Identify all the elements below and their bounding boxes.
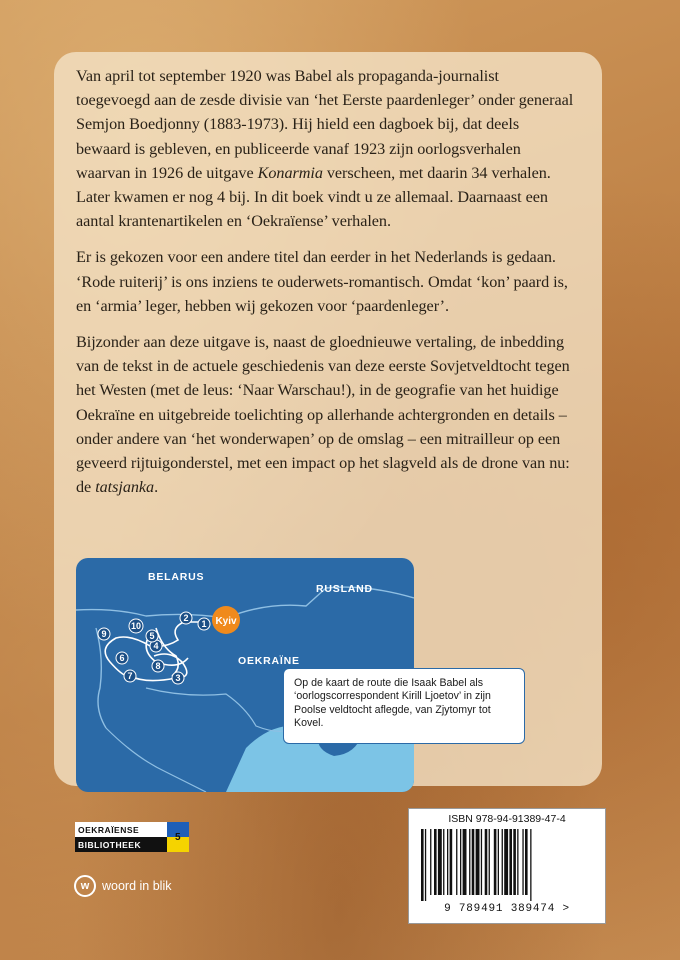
stop-5-label: 5 <box>149 631 155 641</box>
barcode-bar <box>463 829 467 895</box>
barcode-bar <box>517 829 518 895</box>
blurb-p3-text-b: . <box>154 478 159 497</box>
barcode-digits: 9 789491 389474 > <box>444 903 570 915</box>
isbn-barcode-box <box>408 808 606 924</box>
stop-9-label: 9 <box>101 629 107 639</box>
barcode-bar <box>485 829 488 895</box>
barcode-bar <box>502 829 503 895</box>
barcode-bar <box>450 829 453 895</box>
stop-2-label: 2 <box>183 613 189 623</box>
barcode-bar <box>469 829 470 895</box>
barcode-bar <box>498 829 499 895</box>
series-badge <box>75 822 189 852</box>
barcode-bar <box>476 829 480 895</box>
barcode-bar <box>513 829 516 895</box>
series-badge-line2: BIBLIOTHEEK <box>75 837 167 852</box>
publisher-logo-icon: w <box>74 875 96 897</box>
southwest-border-line <box>106 728 206 792</box>
ukraine-flag-icon <box>167 822 189 852</box>
blurb-p1-text-b: verscheen, met daarin 34 verhalen. Later kwamen er nog 4 bij. In dit boek vindt u ze allemaal. Daarnaast een aantal krantenartikelen en ‘Oekraïense’ verhalen. <box>76 163 551 231</box>
label-belarus: BELARUS <box>148 571 205 583</box>
barcode-bar <box>525 829 528 895</box>
barcode-bar <box>522 829 523 895</box>
barcode-bar <box>481 829 482 895</box>
publisher-logo <box>74 874 171 898</box>
series-badge-number: 5 <box>174 831 182 843</box>
map-caption: Op de kaart de route die Isaak Babel als ‘oorlogscorrespondent Kirill Ljoetov’ in zijn Poolse veldtocht aflegde, van Zjytomyr tot Kovel. <box>283 668 525 744</box>
label-oekraine: OEKRAÏNE <box>238 655 300 667</box>
barcode-bar <box>530 829 531 901</box>
barcode-bar <box>489 829 490 895</box>
series-badge-line1: OEKRAÏENSE <box>75 822 167 837</box>
blurb-p3-text-a: Bijzonder aan deze uitgave is, naast de gloednieuwe vertaling, de inbedding van de tekst in de actuele geschiedenis van deze eerste Sovjetveldtocht tegen het Westen (met de leus: ‘Naar Warschau!), in de geografie van het huidige Oekraïne en uitgebreide toelichting op allerhande achtergronden en details – onder andere van ‘het wonderwapen’ op de omslag – een mitrailleur op een geveerd rijtuigonderstel, met een impact op het slagveld als de drone van nu: de <box>76 333 570 497</box>
barcode-graphic <box>419 829 595 901</box>
barcode-bar <box>447 829 448 895</box>
barcode-bar <box>472 829 475 895</box>
barcode-bar <box>509 829 512 895</box>
isbn-label: ISBN 978-94-91389-47-4 <box>448 813 566 825</box>
barcode-bar <box>494 829 497 895</box>
stop-6-label: 6 <box>119 653 125 663</box>
barcode-bar <box>425 829 426 901</box>
blurb-paragraph-3 <box>76 330 576 499</box>
blurb-p1-title-konarmia: Konarmia <box>257 163 323 182</box>
blurb-p1-text-a: Van april tot september 1920 was Babel als propaganda-journalist toegevoegd aan de zesde divisie van ‘het Eerste paardenleger’ onder generaal Semjon Boedjonny (1883-1973). Hij hield een dagboek bij, dat deels bewaard is gebleven, en publiceerde vanaf 1923 zijn oorlogsverhalen waarvan in 1926 de uitgave <box>76 67 574 182</box>
stop-1-label: 1 <box>201 619 207 629</box>
stop-8-label: 8 <box>155 661 161 671</box>
stop-3-label: 3 <box>175 673 181 683</box>
series-badge-text <box>75 822 167 852</box>
stop-10-label: 10 <box>130 621 142 631</box>
western-border-line <box>96 628 106 728</box>
barcode-bar <box>460 829 461 895</box>
barcode-bar <box>430 829 431 895</box>
barcode-bar <box>504 829 508 895</box>
back-cover-blurb <box>76 64 576 511</box>
label-kyiv: Kyiv <box>215 616 237 627</box>
stop-4-label: 4 <box>153 641 159 651</box>
barcode-bar <box>421 829 424 901</box>
barcode-bar <box>434 829 437 895</box>
publisher-name: woord in blik <box>102 879 172 893</box>
blurb-p3-term-tatsjanka: tatsjanka <box>95 478 155 497</box>
blurb-paragraph-1 <box>76 64 576 233</box>
blurb-paragraph-2: Er is gekozen voor een andere titel dan eerder in het Nederlands is gedaan. ‘Rode ruiterij’ is ons inziens te ouderwets-romantisch. Omdat ‘kon’ paard is, en ‘armia’ leger, hebben wij gekozen voor ‘paardenleger’. <box>76 248 568 315</box>
barcode-bar <box>456 829 457 895</box>
label-rusland: RUSLAND <box>316 583 373 595</box>
barcode-bar <box>443 829 444 895</box>
dnipro-river-line <box>146 688 290 731</box>
barcode-bar <box>438 829 442 895</box>
stop-7-label: 7 <box>127 671 133 681</box>
